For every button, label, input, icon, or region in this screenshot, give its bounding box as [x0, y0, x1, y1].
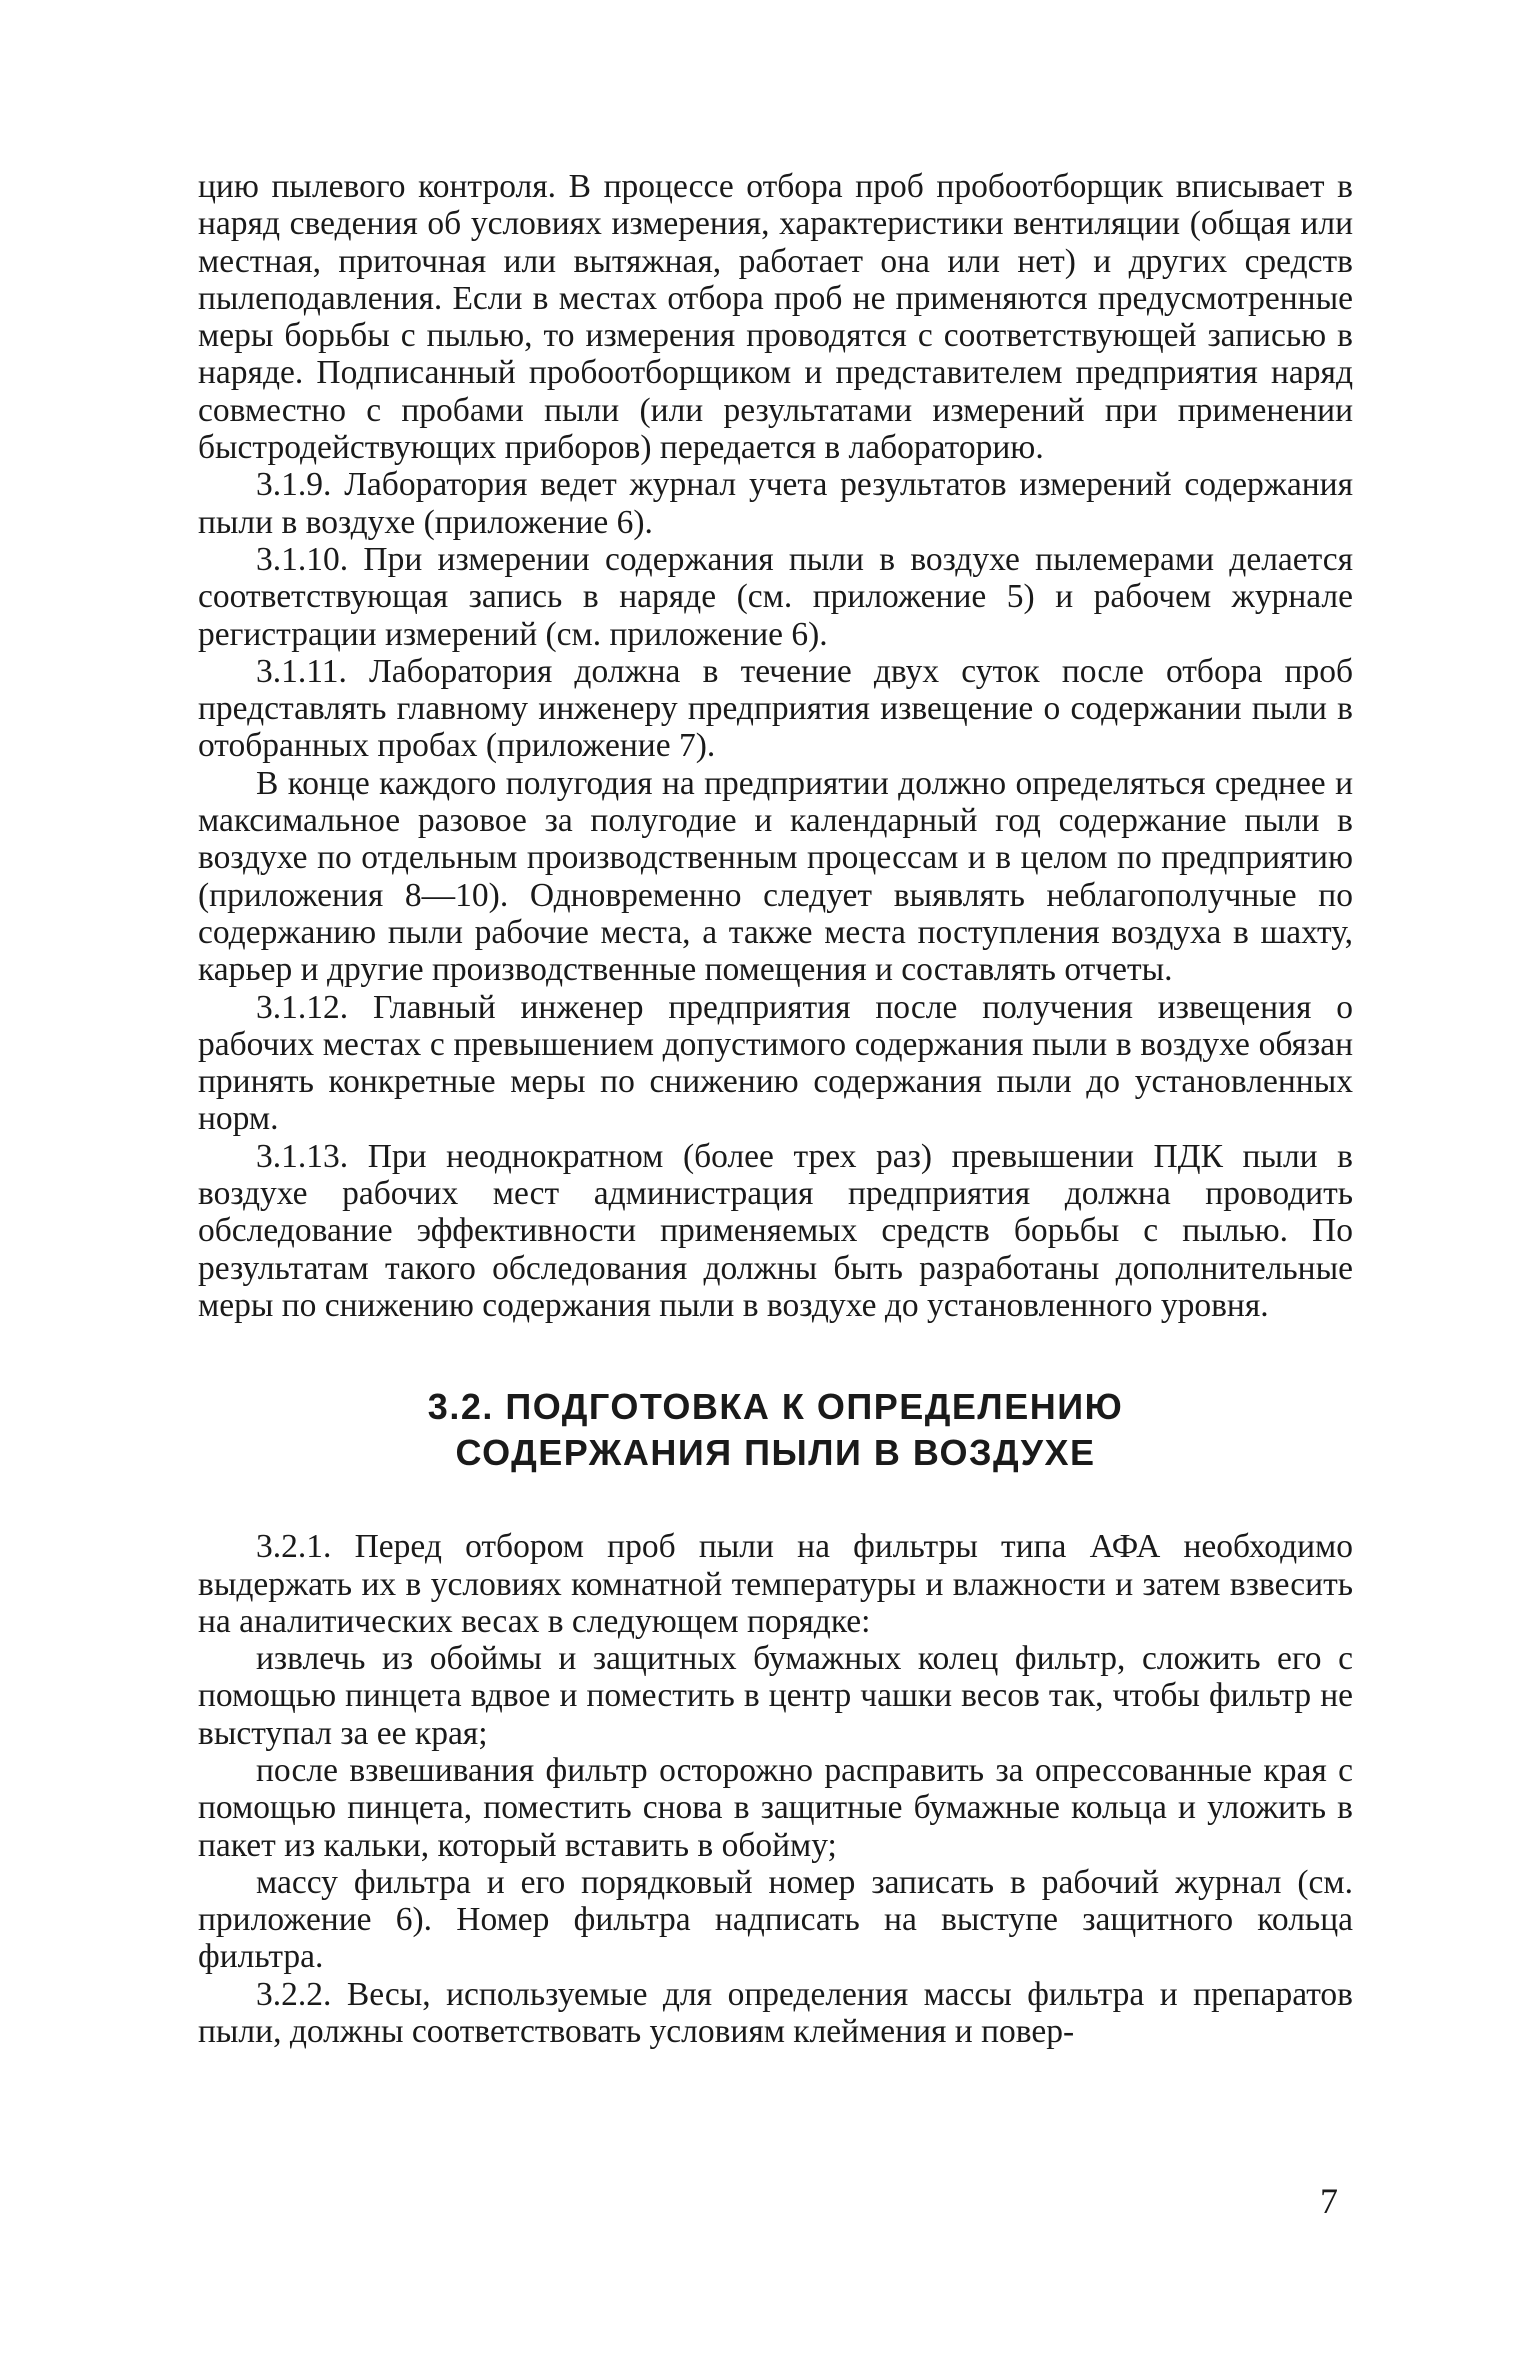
- list-item-extract-filter: извлечь из обоймы и защитных бумажных колец фильтр, сложить его с помощью пинцета вдвое и поместить в центр чашки весов так, чтобы фильтр не выступал за ее края;: [198, 1640, 1353, 1752]
- section-heading-line-2: СОДЕРЖАНИЯ ПЫЛИ В ВОЗДУХЕ: [455, 1432, 1096, 1474]
- page-number: 7: [1320, 2181, 1338, 2221]
- paragraph-dust-control-order: цию пылевого контроля. В процессе отбора проб пробоотборщик вписывает в наряд сведения об условиях измерения, характеристики вентиляции (общая или местная, приточная или вытяжная, работает она или нет) и других средств пылеподавления. Если в местах отбора проб не применяются предусмотренные меры борьбы с пылью, то измерения проводятся с соответствующей записью в наряде. Подписанный пробоотборщиком и представителем предприятия наряд совместно с пробами пыли (или результатами измерений при применении быстродействующих приборов) передается в лабораторию.: [198, 168, 1353, 467]
- paragraph-3-2-1: 3.2.1. Перед отбором проб пыли на фильтры типа АФА необходимо выдержать их в условиях комнатной температуры и влажности и затем взвесить на аналитических весах в следующем порядке:: [198, 1528, 1353, 1640]
- paragraph-3-2-2: 3.2.2. Весы, используемые для определения массы фильтра и препаратов пыли, должны соответствовать условиям клеймения и повер-: [198, 1975, 1353, 2051]
- list-item-record-mass: массу фильтра и его порядковый номер записать в рабочий журнал (см. приложение 6). Номер фильтра надписать на выступе защитного кольца фильтра.: [198, 1863, 1353, 1976]
- section-3-2: [198, 1528, 1353, 2050]
- section-3-1-continuation: [198, 168, 1353, 1324]
- list-item-after-weighing: после взвешивания фильтр осторожно расправить за опрессованные края с помощью пинцета, поместить снова в защитные бумажные кольца и уложить в пакет из кальки, который вставить в обойму;: [198, 1751, 1353, 1864]
- document-page: [198, 168, 1353, 2050]
- paragraph-3-1-13: 3.1.13. При неоднократном (более трех раз) превышении ПДК пыли в воздухе рабочих мест администрация предприятия должна проводить обследование эффективности применяемых средств борьбы с пылью. По результатам такого обследования должны быть разработаны дополнительные меры по снижению содержания пыли в воздухе до установленного уровня.: [198, 1137, 1353, 1324]
- paragraph-3-1-12: 3.1.12. Главный инженер предприятия после получения извещения о рабочих местах с превышением допустимого содержания пыли в воздухе обязан принять конкретные меры по снижению содержания пыли до установленных норм.: [198, 988, 1353, 1138]
- paragraph-3-1-10: 3.1.10. При измерении содержания пыли в воздухе пылемерами делается соответствующая запись в наряде (см. приложение 5) и рабочем журнале регистрации измерений (см. приложение 6).: [198, 540, 1353, 653]
- section-heading: [198, 1384, 1353, 1476]
- paragraph-3-1-11: 3.1.11. Лаборатория должна в течение двух суток после отбора проб представлять главному инженеру предприятия извещение о содержании пыли в отобранных пробах (приложение 7).: [198, 652, 1353, 765]
- section-heading-line-1: 3.2. ПОДГОТОВКА К ОПРЕДЕЛЕНИЮ: [427, 1386, 1124, 1428]
- paragraph-3-1-9: 3.1.9. Лаборатория ведет журнал учета результатов измерений содержания пыли в воздухе (приложение 6).: [198, 466, 1353, 541]
- paragraph-half-year-report: В конце каждого полугодия на предприятии должно определяться среднее и максимальное разовое за полугодие и календарный год содержание пыли в воздухе по отдельным производственным процессам и в целом по предприятию (приложения 8—10). Одновременно следует выявлять неблагополучные по содержанию пыли рабочие места, а также места поступления воздуха в шахту, карьер и другие производственные помещения и составлять отчеты.: [198, 764, 1353, 989]
